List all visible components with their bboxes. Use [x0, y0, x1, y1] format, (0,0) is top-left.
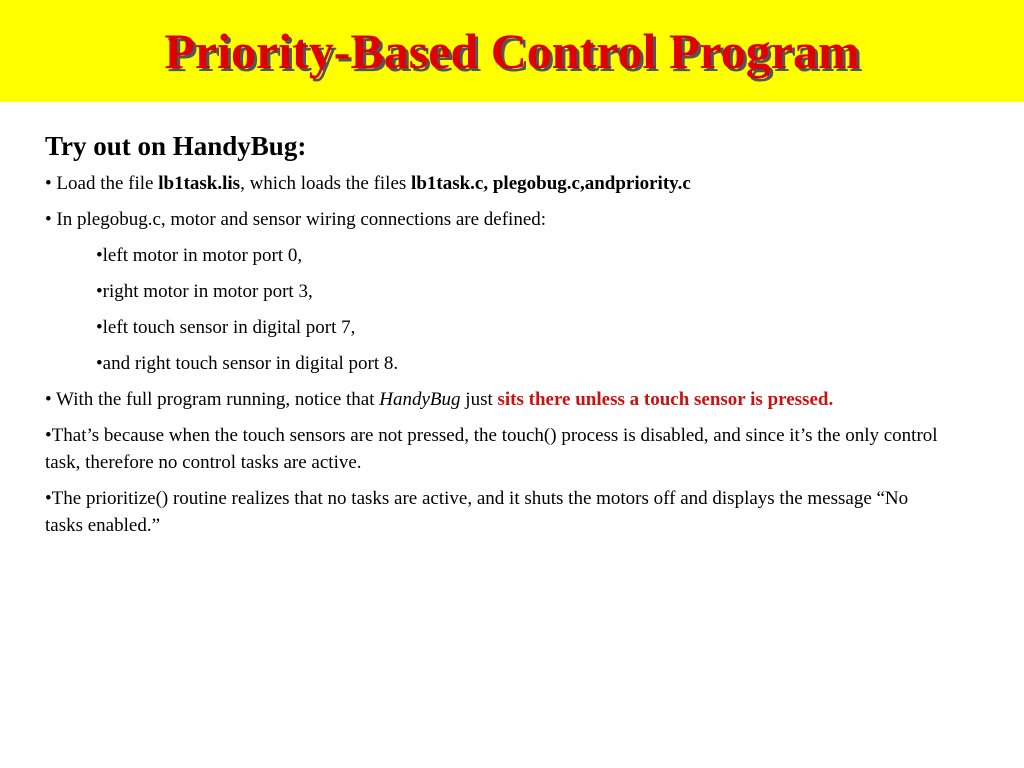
file-names-c: lb1task.c, plegobug.c,andpriority.c — [411, 173, 691, 194]
bullet-load-file-pre: • Load the file — [45, 173, 159, 194]
slide-title: Priority-Based Control Program — [164, 23, 860, 79]
wiring-item-left-touch: •left touch sensor in digital port 7, — [96, 317, 356, 338]
robot-name: HandyBug — [379, 389, 461, 410]
bullet-load-file-mid: , which loads the files — [240, 173, 412, 194]
highlight-text: sits there unless a touch sensor is pressed. — [497, 389, 834, 410]
bullet-wiring-intro: • In plegobug.c, motor and sensor wiring connections are defined: — [45, 209, 547, 230]
bullet-full-program-pre: • With the full program running, notice that — [45, 389, 380, 410]
wiring-item-right-motor: •right motor in motor port 3, — [96, 281, 313, 302]
bullet-full-program-mid: just — [460, 389, 498, 410]
wiring-item-right-touch: •and right touch sensor in digital port 8. — [96, 353, 399, 374]
bullet-load-file — [45, 170, 945, 197]
file-name-lis: lb1task.lis — [158, 173, 241, 194]
section-heading: Try out on HandyBug: — [45, 131, 307, 161]
slide-body — [45, 128, 945, 548]
bullet-prioritize: •The prioritize() routine realizes that no tasks are active, and it shuts the motors off and displays the message “No tasks enabled.” — [45, 488, 909, 536]
wiring-item-left-motor: •left motor in motor port 0, — [96, 245, 303, 266]
bullet-touch-disabled: •That’s because when the touch sensors are not pressed, the touch() process is disabled, and since it’s the only control task, therefore no control tasks are active. — [45, 425, 938, 473]
bullet-full-program — [45, 386, 945, 413]
title-bar — [0, 0, 1024, 102]
